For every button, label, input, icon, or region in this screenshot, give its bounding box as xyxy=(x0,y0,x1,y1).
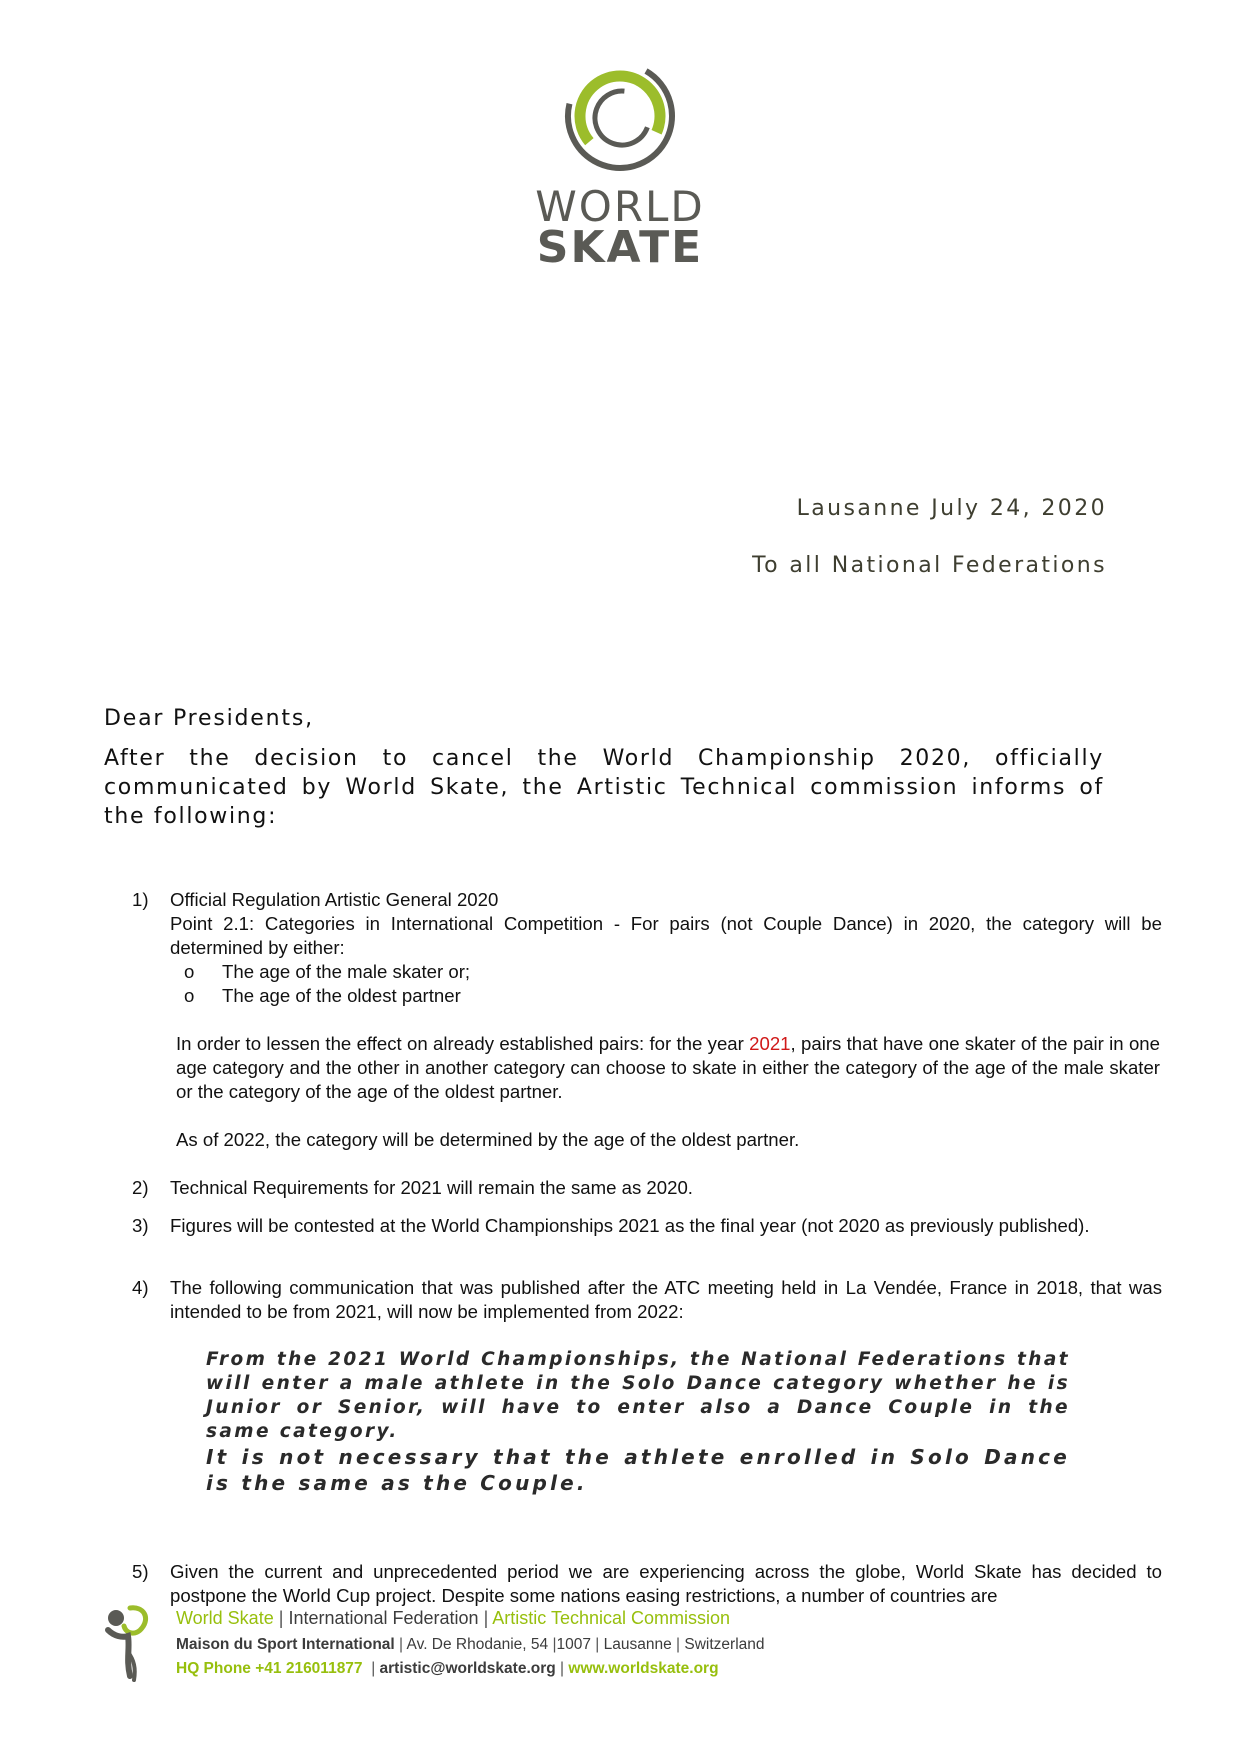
item-text: Point 2.1: Categories in International Competition - For pairs (not Couple Dance) in 2020, the category will be determined by either: xyxy=(170,913,1162,958)
item-text: Technical Requirements for 2021 will remain the same as 2020. xyxy=(170,1177,693,1198)
intro-paragraph: After the decision to cancel the World Championship 2020, officially communicated by World Skate, the Artistic Technical commission informs of the following: xyxy=(104,746,1104,829)
footer-federation: International Federation xyxy=(288,1608,479,1628)
footer-city: Lausanne xyxy=(603,1636,672,1653)
footer-line-1 xyxy=(176,1608,730,1629)
footer-separator: | xyxy=(483,1608,489,1628)
skater-icon xyxy=(100,1602,156,1686)
para-text: In order to lessen the effect on already established pairs: for the year xyxy=(176,1033,750,1054)
footer-separator: | xyxy=(278,1608,284,1628)
footer-phone: HQ Phone +41 216011877 xyxy=(176,1660,363,1677)
footer-separator: | xyxy=(371,1660,376,1677)
pair-category-paragraph xyxy=(176,1032,1160,1104)
bullet-item-1 xyxy=(184,960,471,984)
greeting: Dear Presidents, xyxy=(104,706,314,731)
item-number: 5) xyxy=(132,1561,149,1582)
quoted-rule-2: It is not necessary that the athlete enrolled in Solo Dance is the same as the Couple. xyxy=(206,1445,1070,1495)
footer-org: World Skate xyxy=(176,1608,274,1628)
item-number: 4) xyxy=(132,1277,149,1298)
footer-line-3 xyxy=(176,1660,719,1678)
logo-text-skate: SKATE xyxy=(536,222,704,273)
footer-country: Switzerland xyxy=(684,1636,765,1653)
footer-separator: | xyxy=(552,1636,557,1653)
bullet-marker: o xyxy=(184,985,195,1006)
footer-postcode: 1007 xyxy=(556,1636,591,1653)
footer-line-2 xyxy=(176,1636,765,1654)
item-number: 3) xyxy=(132,1215,149,1236)
footer-separator: | xyxy=(595,1636,600,1653)
footer-separator: | xyxy=(676,1636,681,1653)
item-title: Official Regulation Artistic General 2020 xyxy=(170,889,499,910)
bullet-text: The age of the oldest partner xyxy=(222,985,461,1006)
footer-commission: Artistic Technical Commission xyxy=(492,1608,731,1628)
bullet-marker: o xyxy=(184,961,195,982)
footer-address: Av. De Rhodanie, 54 xyxy=(406,1636,549,1653)
bullet-item-2 xyxy=(184,984,461,1008)
letterhead-footer xyxy=(100,1602,1000,1702)
letter-recipient: To all National Federations xyxy=(752,553,1107,578)
footer-building: Maison du Sport International xyxy=(176,1636,395,1653)
oldest-partner-paragraph: As of 2022, the category will be determined by the age of the oldest partner. xyxy=(176,1129,800,1150)
footer-email-link[interactable]: artistic@worldskate.org xyxy=(379,1660,556,1677)
highlight-year: 2021 xyxy=(749,1033,791,1054)
footer-separator: | xyxy=(399,1636,404,1653)
logo-swirl-icon xyxy=(560,58,680,178)
letter-date: Lausanne July 24, 2020 xyxy=(796,496,1107,521)
logo-text-world: WORLD xyxy=(535,182,705,231)
world-skate-logo xyxy=(520,58,720,273)
bullet-text: The age of the male skater or; xyxy=(222,961,471,982)
para-text: , pairs that have one skater of the pair in one age category and the other in another category can choose to skate in either the category of the age of the male skater or the category of the age of the oldest partner. xyxy=(176,1033,1160,1102)
item-text: Figures will be contested at the World Championships 2021 as the final year (not 2020 as previously published). xyxy=(170,1215,1090,1236)
item-number: 1) xyxy=(132,889,149,910)
quoted-rule-1: From the 2021 World Championships, the National Federations that will enter a male athlete in the Solo Dance category whether he is Junior or Senior, will have to enter also a Dance Couple in the same category. xyxy=(206,1349,1070,1442)
footer-website-link[interactable]: www.worldskate.org xyxy=(568,1660,719,1677)
item-text: Given the current and unprecedented period we are experiencing across the globe, World Skate has decided to postpone the World Cup project. Despite some nations easing restrictions, a number of countries are xyxy=(170,1561,1162,1606)
item-text: The following communication that was published after the ATC meeting held in La Vendée, France in 2018, that was intended to be from 2021, will now be implemented from 2022: xyxy=(170,1277,1162,1322)
item-number: 2) xyxy=(132,1177,149,1198)
footer-separator: | xyxy=(560,1660,565,1677)
